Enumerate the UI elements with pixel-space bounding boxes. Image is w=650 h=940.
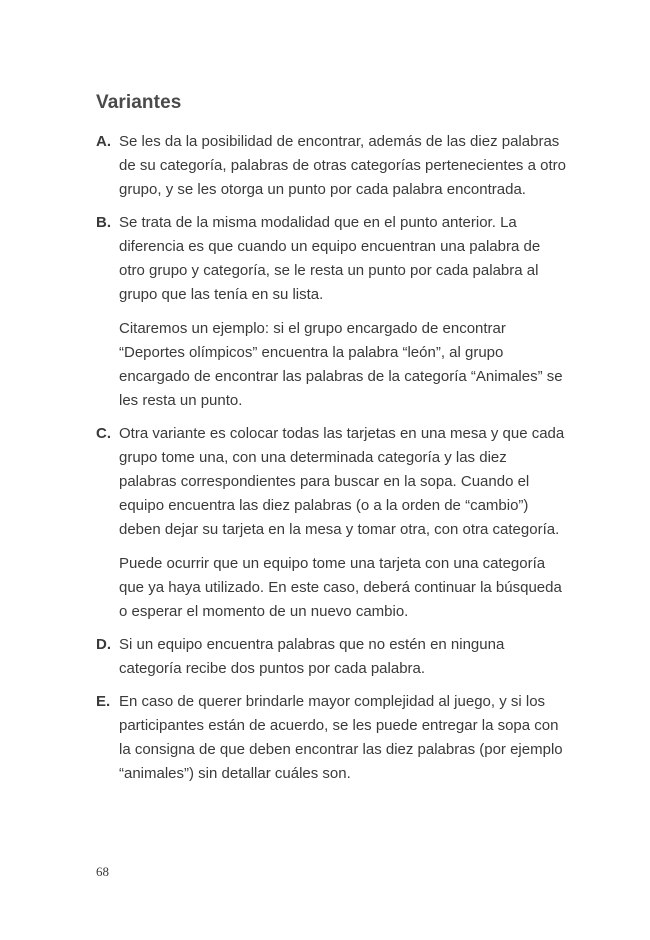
variant-item-e: [96, 690, 566, 786]
item-letter: B.: [96, 214, 111, 231]
variant-item-a: [96, 130, 566, 202]
item-paragraph: Citaremos un ejemplo: si el grupo encargado de encontrar “Deportes olímpicos” encuentra la palabra “león”, al grupo encargado de encontrar las palabras de la categoría “Animales” se les resta un punto.: [119, 320, 563, 409]
variant-item-d: [96, 633, 566, 681]
variants-list: [96, 130, 566, 795]
item-paragraph: Si un equipo encuentra palabras que no estén en ninguna categoría recibe dos puntos por cada palabra.: [119, 636, 505, 677]
item-paragraph: Se trata de la misma modalidad que en el punto anterior. La diferencia es que cuando un equipo encuentran una palabra de otro grupo y categoría, se le resta un punto por cada palabra al grupo que las tenía en su lista.: [119, 214, 541, 303]
item-letter: A.: [96, 133, 111, 150]
variant-item-b: [96, 211, 566, 413]
item-paragraph: Otra variante es colocar todas las tarjetas en una mesa y que cada grupo tome una, con una determinada categoría y las diez palabras correspondientes para buscar en la sopa. Cuando el equipo encuentra las diez palabras (o a la orden de “cambio”) deben dejar su tarjeta en la mesa y tomar otra, con otra categoría.: [119, 425, 565, 538]
section-title: Variantes: [96, 92, 182, 113]
item-paragraph: En caso de querer brindarle mayor complejidad al juego, y si los participantes están de acuerdo, se les puede entregar la sopa con la consigna de que deben encontrar las diez palabras (por ejemplo “animales”) sin detallar cuáles son.: [119, 693, 563, 782]
variant-item-c: [96, 422, 566, 624]
item-paragraph: Se les da la posibilidad de encontrar, además de las diez palabras de su categoría, palabras de otras categorías pertenecientes a otro grupo, y se les otorga un punto por cada palabra encontrada.: [119, 133, 566, 198]
item-letter: E.: [96, 693, 111, 710]
item-letter: D.: [96, 636, 111, 653]
item-paragraph: Puede ocurrir que un equipo tome una tarjeta con una categoría que ya haya utilizado. En este caso, deberá continuar la búsqueda o esperar el momento de un nuevo cambio.: [119, 555, 562, 620]
item-letter: C.: [96, 425, 111, 442]
page-number: 68: [96, 864, 109, 879]
